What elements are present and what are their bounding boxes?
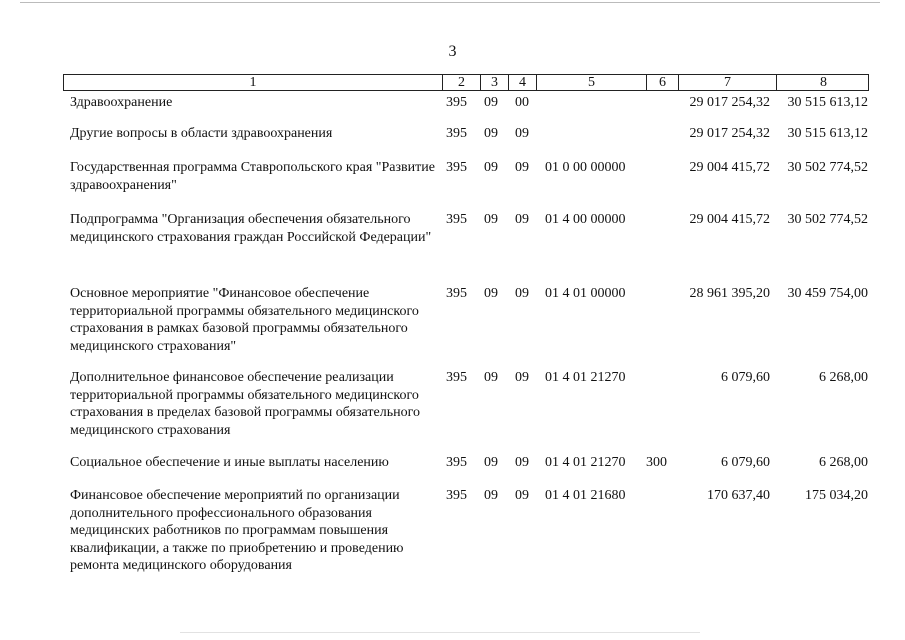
row-col-3: 09 bbox=[484, 455, 498, 470]
row-col-3: 09 bbox=[484, 126, 498, 141]
row-name: Основное мероприятие "Финансовое обеспечение территориальной программы обязательного медицинского страхования в рамках базовой программы обязательного медицинского страхования" bbox=[70, 286, 419, 354]
row-col-8: 30 515 613,12 bbox=[787, 95, 868, 110]
header-col-3: 3 bbox=[480, 75, 508, 90]
row-name: Социальное обеспечение и иные выплаты населению bbox=[70, 455, 389, 470]
row-name: Финансовое обеспечение мероприятий по организации дополнительного профессионального образования медицинских работников по программам повышения квалификации, а также по приобретению и проведению ремонта медицинского оборудования bbox=[70, 488, 404, 573]
row-col-2: 395 bbox=[446, 488, 467, 503]
row-col-8: 6 268,00 bbox=[819, 370, 868, 385]
row-col-4: 09 bbox=[515, 212, 529, 227]
row-name: Подпрограмма "Организация обеспечения обязательного медицинского страхования граждан Российской Федерации" bbox=[70, 212, 432, 245]
header-col-8: 8 bbox=[776, 75, 870, 90]
page-number: 3 bbox=[448, 43, 457, 60]
row-col-2: 395 bbox=[446, 455, 467, 470]
row-col-5: 01 4 01 21270 bbox=[545, 455, 626, 470]
header-col-6: 6 bbox=[646, 75, 678, 90]
row-col-8: 30 515 613,12 bbox=[787, 126, 868, 141]
row-col-5: 01 4 01 21680 bbox=[545, 488, 626, 503]
row-col-3: 09 bbox=[484, 160, 498, 175]
row-col-5: 01 4 01 21270 bbox=[545, 370, 626, 385]
row-col-3: 09 bbox=[484, 488, 498, 503]
row-name: Государственная программа Ставропольского края "Развитие здравоохранения" bbox=[70, 160, 435, 193]
row-col-4: 09 bbox=[515, 370, 529, 385]
row-col-8: 30 502 774,52 bbox=[787, 160, 868, 175]
row-col-7: 29 017 254,32 bbox=[689, 95, 770, 110]
row-col-5: 01 4 00 00000 bbox=[545, 212, 626, 227]
row-col-3: 09 bbox=[484, 370, 498, 385]
header-col-2: 2 bbox=[442, 75, 480, 90]
row-col-7: 29 004 415,72 bbox=[689, 212, 770, 227]
row-name: Здравоохранение bbox=[70, 95, 173, 110]
row-col-8: 175 034,20 bbox=[805, 488, 868, 503]
row-col-2: 395 bbox=[446, 286, 467, 301]
row-col-7: 29 017 254,32 bbox=[689, 126, 770, 141]
row-col-6: 300 bbox=[646, 455, 667, 470]
row-col-7: 29 004 415,72 bbox=[689, 160, 770, 175]
table-header bbox=[63, 74, 869, 91]
row-col-2: 395 bbox=[446, 160, 467, 175]
row-col-3: 09 bbox=[484, 286, 498, 301]
row-col-8: 30 502 774,52 bbox=[787, 212, 868, 227]
row-col-2: 395 bbox=[446, 95, 467, 110]
row-col-7: 6 079,60 bbox=[721, 455, 770, 470]
row-col-4: 09 bbox=[515, 455, 529, 470]
scan-artifact-top bbox=[20, 2, 880, 3]
header-col-1: 1 bbox=[249, 75, 257, 90]
header-col-7: 7 bbox=[678, 75, 776, 90]
row-col-2: 395 bbox=[446, 212, 467, 227]
row-col-5: 01 0 00 00000 bbox=[545, 160, 626, 175]
row-col-4: 09 bbox=[515, 488, 529, 503]
row-col-8: 6 268,00 bbox=[819, 455, 868, 470]
row-col-2: 395 bbox=[446, 370, 467, 385]
row-col-4: 00 bbox=[515, 95, 529, 110]
header-col-4: 4 bbox=[508, 75, 536, 90]
row-col-5: 01 4 01 00000 bbox=[545, 286, 626, 301]
row-col-4: 09 bbox=[515, 286, 529, 301]
row-col-3: 09 bbox=[484, 95, 498, 110]
row-name: Дополнительное финансовое обеспечение реализации территориальной программы обязательного медицинского страхования в пределах базовой программы обязательного медицинского страхования bbox=[70, 370, 420, 438]
scan-artifact-bottom bbox=[180, 632, 700, 633]
row-col-2: 395 bbox=[446, 126, 467, 141]
row-col-8: 30 459 754,00 bbox=[787, 286, 868, 301]
row-col-7: 6 079,60 bbox=[721, 370, 770, 385]
row-col-4: 09 bbox=[515, 160, 529, 175]
row-col-3: 09 bbox=[484, 212, 498, 227]
row-col-4: 09 bbox=[515, 126, 529, 141]
row-col-7: 28 961 395,20 bbox=[689, 286, 770, 301]
row-name: Другие вопросы в области здравоохранения bbox=[70, 126, 333, 141]
row-col-7: 170 637,40 bbox=[707, 488, 770, 503]
header-col-5: 5 bbox=[536, 75, 646, 90]
